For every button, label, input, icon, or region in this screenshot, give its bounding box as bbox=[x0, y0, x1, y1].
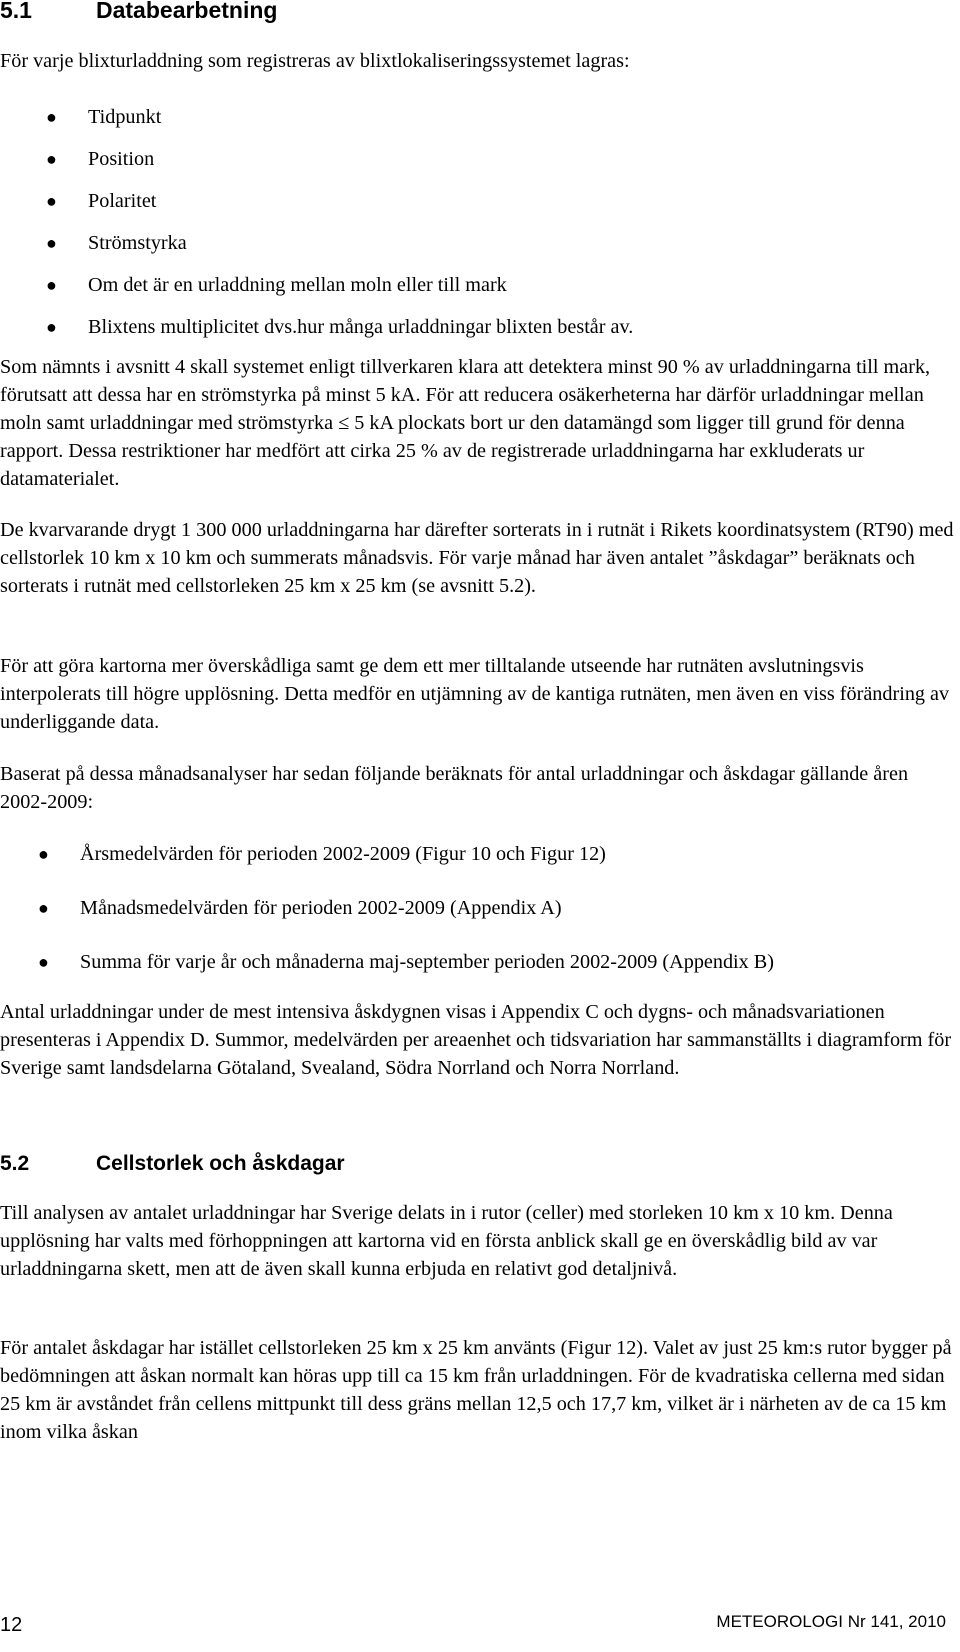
paragraph-block bbox=[0, 760, 960, 816]
list-item: ● Strömstyrka bbox=[0, 229, 960, 271]
list-item: ● Årsmedelvärden för perioden 2002-2009 (Figur 10 och Figur 12) bbox=[0, 840, 960, 894]
intro-paragraph: För varje blixturladdning som registreras av blixtlokaliseringssystemet lagras: bbox=[0, 50, 630, 72]
list-item: ● Summa för varje år och månaderna maj-september perioden 2002-2009 (Appendix B) bbox=[0, 948, 960, 976]
list-item: ● Blixtens multiplicitet dvs.hur många urladdningar blixten består av. bbox=[0, 313, 960, 341]
bullet-icon: ● bbox=[38, 898, 49, 918]
computed-results-list bbox=[0, 840, 960, 976]
bullet-icon: ● bbox=[46, 107, 57, 127]
body-paragraph: Antal urladdningar under de mest intensiva åskdygnen visas i Appendix C och dygns- och månadsvariationen presenteras i Appendix D. Summor, medelvärden per areaenhet och tidsvariation har sammanställts i diagramform för Sverige samt landsdelarna Götaland, Svealand, Södra Norrland och Norra Norrland. bbox=[0, 1001, 952, 1079]
paragraph-block bbox=[0, 998, 960, 1082]
paragraph-block bbox=[0, 652, 960, 736]
paragraph-block bbox=[0, 1334, 960, 1446]
paragraph-block bbox=[0, 1199, 960, 1283]
intro-text-block bbox=[0, 47, 960, 75]
list-item: ● Position bbox=[0, 145, 960, 187]
bullet-icon: ● bbox=[46, 317, 57, 337]
section-heading-5-2 bbox=[0, 1150, 960, 1180]
list-item: ● Månadsmedelvärden för perioden 2002-2009 (Appendix A) bbox=[0, 894, 960, 948]
bullet-icon: ● bbox=[46, 149, 57, 169]
page-number: 12 bbox=[0, 1614, 23, 1636]
body-paragraph: Som nämnts i avsnitt 4 skall systemet enligt tillverkaren klara att detektera minst 90 % av urladdningarna till mark, förutsatt att dessa har en strömstyrka på minst 5 kA. För att reducera osäkerheterna har därför urladdningar mellan moln samt urladdningar med strömstyrka ≤ 5 kA plockats bort ur den datamängd som ligger till grund för denna rapport. Dessa restriktioner har medfört att cirka 25 % av de registrerade urladdningarna har exkluderats ur datamaterialet. bbox=[0, 356, 931, 490]
body-paragraph: Baserat på dessa månadsanalyser har sedan följande beräknats för antal urladdningar och åskdagar gällande åren 2002-2009: bbox=[0, 763, 909, 813]
bullet-icon: ● bbox=[46, 191, 57, 211]
list-item: ● Tidpunkt bbox=[0, 103, 960, 145]
body-paragraph: För antalet åskdagar har istället cellstorleken 25 km x 25 km använts (Figur 12). Valet av just 25 km:s rutor bygger på bedömningen att åskan normalt kan höras upp till ca 15 km från urladdningen. För de kvadratiska cellerna med sidan 25 km är avståndet från cellens mittpunkt till dess gräns mellan 12,5 och 17,7 km, vilket är i närheten av de ca 15 km inom vilka åskan bbox=[0, 1337, 952, 1443]
paragraph-block bbox=[0, 353, 960, 493]
bullet-icon: ● bbox=[46, 275, 57, 295]
section-heading-5-1 bbox=[0, 0, 960, 26]
paragraph-block bbox=[0, 516, 960, 600]
list-item: ● Polaritet bbox=[0, 187, 960, 229]
bullet-icon: ● bbox=[38, 844, 49, 864]
list-item: ● Om det är en urladdning mellan moln eller till mark bbox=[0, 271, 960, 313]
body-paragraph: Till analysen av antalet urladdningar har Sverige delats in i rutor (celler) med storleken 10 km x 10 km. Denna upplösning har valts med förhoppningen att kartorna vid en första anblick skall ge en överskådlig bild av var urladdningarna skett, men att de även skall kunna erbjuda en relativt god detaljnivå. bbox=[0, 1202, 893, 1280]
bullet-icon: ● bbox=[46, 233, 57, 253]
body-paragraph: De kvarvarande drygt 1 300 000 urladdningarna har därefter sorterats in i rutnät i Rikets koordinatsystem (RT90) med cellstorlek 10 km x 10 km och summerats månadsvis. För varje månad har även antalet ”åskdagar” beräknats och sorterats i rutnät med cellstorleken 25 km x 25 km (se avsnitt 5.2). bbox=[0, 519, 954, 597]
publication-footer: METEOROLOGI Nr 141, 2010 bbox=[716, 1612, 946, 1631]
section-title: Databearbetning bbox=[96, 0, 278, 23]
section-title: Cellstorlek och åskdagar bbox=[96, 1152, 345, 1175]
section-number: 5.1 bbox=[0, 0, 32, 23]
body-paragraph: För att göra kartorna mer överskådliga samt ge dem ett mer tilltalande utseende har rutnäten avslutningsvis interpolerats till högre upplösning. Detta medför en utjämning av de kantiga rutnäten, men även en viss förändring av underliggande data. bbox=[0, 655, 950, 733]
section-number: 5.2 bbox=[0, 1152, 30, 1175]
stored-fields-list bbox=[0, 103, 960, 341]
bullet-icon: ● bbox=[38, 952, 49, 972]
